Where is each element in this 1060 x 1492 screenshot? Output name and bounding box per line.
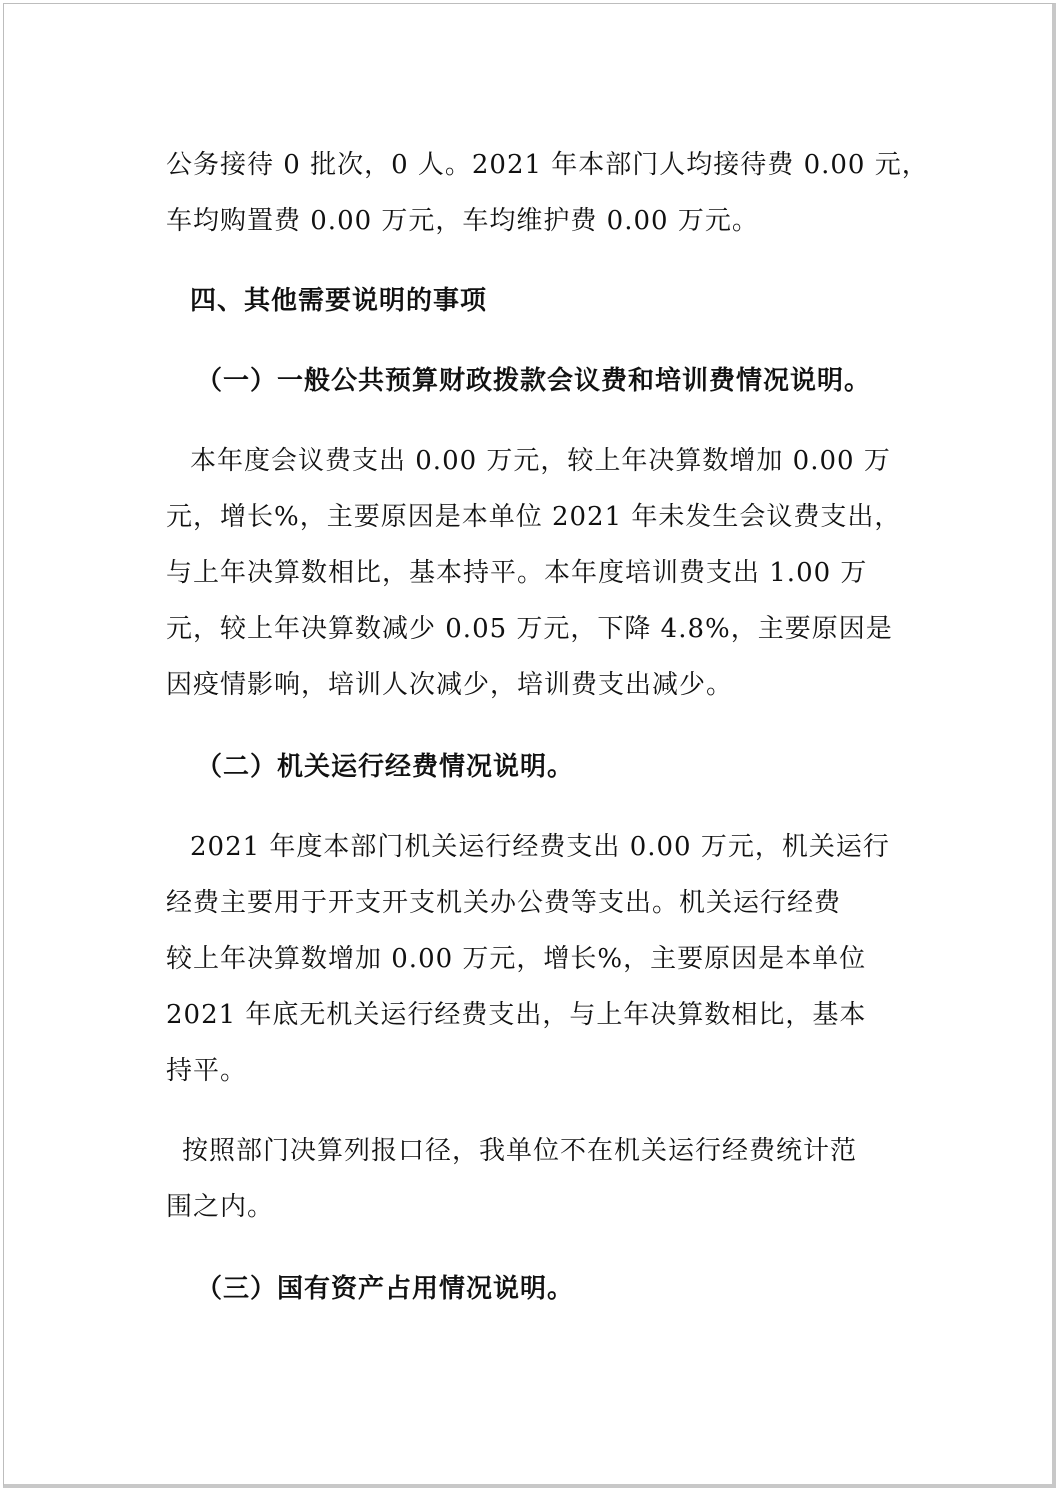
text-line: 因疫情影响，培训人次减少，培训费支出减少。	[166, 670, 734, 700]
text-line: 持平。	[166, 1056, 248, 1086]
text-line: 车均购置费 0.00 万元，车均维护费 0.00 万元。	[166, 206, 759, 236]
text-line: 公务接待 0 批次，0 人。2021 年本部门人均接待费 0.00 元，	[166, 150, 929, 180]
text-line: 围之内。	[166, 1192, 275, 1222]
subsection-heading-2: （二）机关运行经费情况说明。	[196, 752, 575, 782]
text-line: 2021 年度本部门机关运行经费支出 0.00 万元，机关运行	[190, 832, 890, 862]
paragraph-meeting-training	[166, 433, 926, 713]
section-heading-4: 四、其他需要说明的事项	[190, 286, 488, 316]
text-line: 元，较上年决算数减少 0.05 万元，下降 4.8%，主要原因是	[166, 614, 893, 644]
text-line: 经费主要用于开支开支机关办公费等支出。机关运行经费	[166, 888, 842, 918]
subsection-heading-3: （三）国有资产占用情况说明。	[196, 1274, 575, 1304]
text-line: 较上年决算数增加 0.00 万元，增长%，主要原因是本单位	[166, 944, 867, 974]
text-line: 按照部门决算列报口径，我单位不在机关运行经费统计范	[182, 1136, 858, 1166]
text-line: 元，增长%，主要原因是本单位 2021 年未发生会议费支出，	[166, 502, 902, 532]
document-body	[166, 137, 929, 1317]
paragraph-reporting-scope	[166, 1123, 926, 1235]
paragraph-reception	[166, 137, 929, 249]
text-line: 2021 年底无机关运行经费支出，与上年决算数相比，基本	[166, 1000, 867, 1030]
subsection-heading-1: （一）一般公共预算财政拨款会议费和培训费情况说明。	[196, 366, 872, 396]
text-line: 与上年决算数相比，基本持平。本年度培训费支出 1.00 万	[166, 558, 868, 588]
text-line: 本年度会议费支出 0.00 万元，较上年决算数增加 0.00 万	[190, 446, 891, 476]
paragraph-operating-expenses	[166, 819, 926, 1099]
